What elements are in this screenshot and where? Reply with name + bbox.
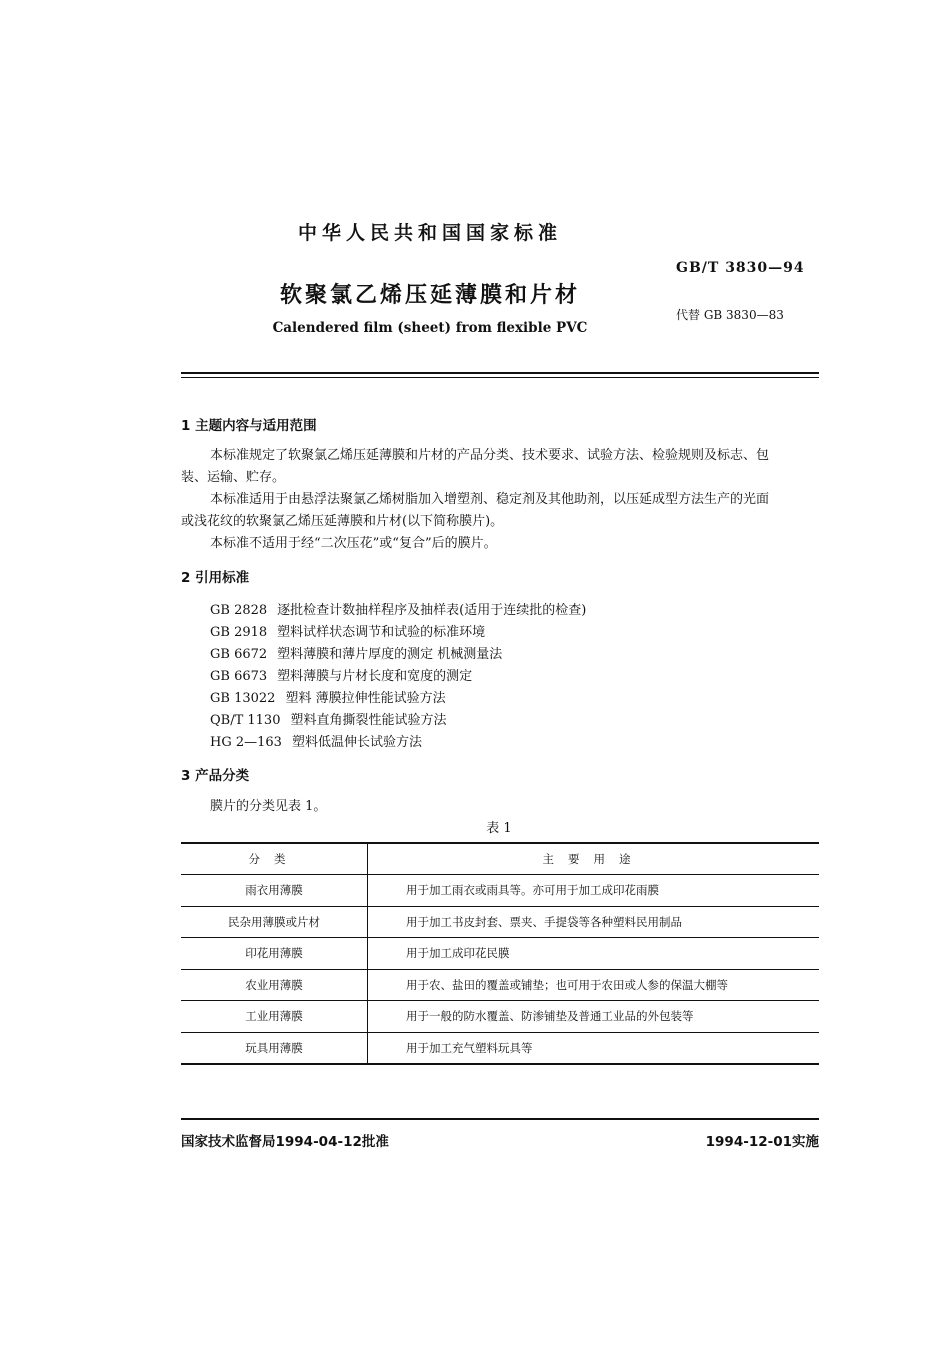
reference-name: 塑料薄膜和薄片厚度的测定 机械测量法	[277, 647, 503, 662]
reference-item	[210, 643, 502, 662]
reference-name: 塑料直角撕裂性能试验方法	[290, 713, 447, 728]
table-row	[181, 875, 819, 907]
section-1-heading: 1 主题内容与适用范围	[181, 418, 317, 434]
reference-code: GB 6673	[210, 669, 268, 684]
table-row	[181, 1032, 819, 1064]
table-cell-category: 印花用薄膜	[181, 938, 368, 970]
header-divider	[181, 372, 819, 374]
reference-name: 逐批检查计数抽样程序及抽样表(适用于连续批的检查)	[277, 603, 587, 618]
reference-code: GB 2918	[210, 625, 268, 640]
section-3-intro: 膜片的分类见表 1。	[210, 799, 327, 814]
reference-code: QB/T 1130	[210, 713, 281, 728]
section-3-heading: 3 产品分类	[181, 768, 250, 784]
reference-name: 塑料试样状态调节和试验的标准环境	[277, 625, 486, 640]
table-header-row	[181, 843, 819, 875]
document-title: 软聚氯乙烯压延薄膜和片材	[279, 283, 580, 308]
reference-item	[210, 599, 586, 618]
approval-date: 国家技术监督局1994-04-12批准	[181, 1134, 389, 1150]
footer-divider	[181, 1118, 819, 1120]
table-row	[181, 938, 819, 970]
table-cell-usage: 用于加工雨衣或雨具等。亦可用于加工成印花雨膜	[368, 875, 820, 907]
table-cell-usage: 用于加工成印花民膜	[368, 938, 820, 970]
reference-code: HG 2—163	[210, 735, 282, 750]
section-1-para-2-line-1: 本标准适用于由悬浮法聚氯乙烯树脂加入增塑剂、稳定剂及其他助剂，以压延成型方法生产的光面	[210, 492, 770, 507]
table-caption: 表 1	[486, 821, 512, 836]
section-1-para-3: 本标准不适用于经“二次压花”或“复合”后的膜片。	[210, 536, 497, 551]
section-1-para-1-line-2: 装、运输、贮存。	[181, 470, 286, 485]
reference-name: 塑料低温伸长试验方法	[291, 735, 422, 750]
table-cell-category: 雨衣用薄膜	[181, 875, 368, 907]
standard-org-title: 中华人民共和国国家标准	[297, 222, 562, 244]
reference-code: GB 2828	[210, 603, 268, 618]
table-cell-category: 玩具用薄膜	[181, 1032, 368, 1064]
reference-item	[210, 709, 447, 728]
header-divider-thin	[181, 377, 819, 378]
reference-code: GB 13022	[210, 691, 276, 706]
table-header-category: 分类	[181, 843, 368, 875]
standard-code: GB/T 3830—94	[676, 260, 805, 276]
section-1-para-2-line-2: 或浅花纹的软聚氯乙烯压延薄膜和片材(以下简称膜片)。	[181, 514, 504, 529]
replaces-standard: 代替 GB 3830—83	[676, 308, 784, 322]
table-cell-category: 民杂用薄膜或片材	[181, 906, 368, 938]
table-cell-category: 农业用薄膜	[181, 969, 368, 1001]
table-cell-usage: 用于一般的防水覆盖、防渗铺垫及普通工业品的外包装等	[368, 1001, 820, 1033]
table-row	[181, 1001, 819, 1033]
table-cell-usage: 用于农、盐田的覆盖或铺垫；也可用于农田或人参的保温大棚等	[368, 969, 820, 1001]
table-cell-category: 工业用薄膜	[181, 1001, 368, 1033]
effective-date: 1994-12-01实施	[705, 1134, 819, 1150]
document-title-english: Calendered film (sheet) from flexible PVC	[272, 320, 588, 336]
reference-item	[210, 621, 485, 640]
reference-item	[210, 687, 446, 706]
reference-code: GB 6672	[210, 647, 268, 662]
section-1-para-1-line-1: 本标准规定了软聚氯乙烯压延薄膜和片材的产品分类、技术要求、试验方法、检验规则及标志、包	[210, 448, 770, 463]
reference-name: 塑料 薄膜拉伸性能试验方法	[285, 691, 446, 706]
reference-item	[210, 665, 472, 684]
table-cell-usage: 用于加工书皮封套、票夹、手提袋等各种塑料民用制品	[368, 906, 820, 938]
table-header-usage: 主要用途	[368, 843, 820, 875]
section-2-heading: 2 引用标准	[181, 570, 250, 586]
table-cell-usage: 用于加工充气塑料玩具等	[368, 1032, 820, 1064]
table-row	[181, 969, 819, 1001]
classification-table	[181, 842, 819, 1065]
reference-item	[210, 731, 422, 750]
table-row	[181, 906, 819, 938]
reference-name: 塑料薄膜与片材长度和宽度的测定	[277, 669, 473, 684]
